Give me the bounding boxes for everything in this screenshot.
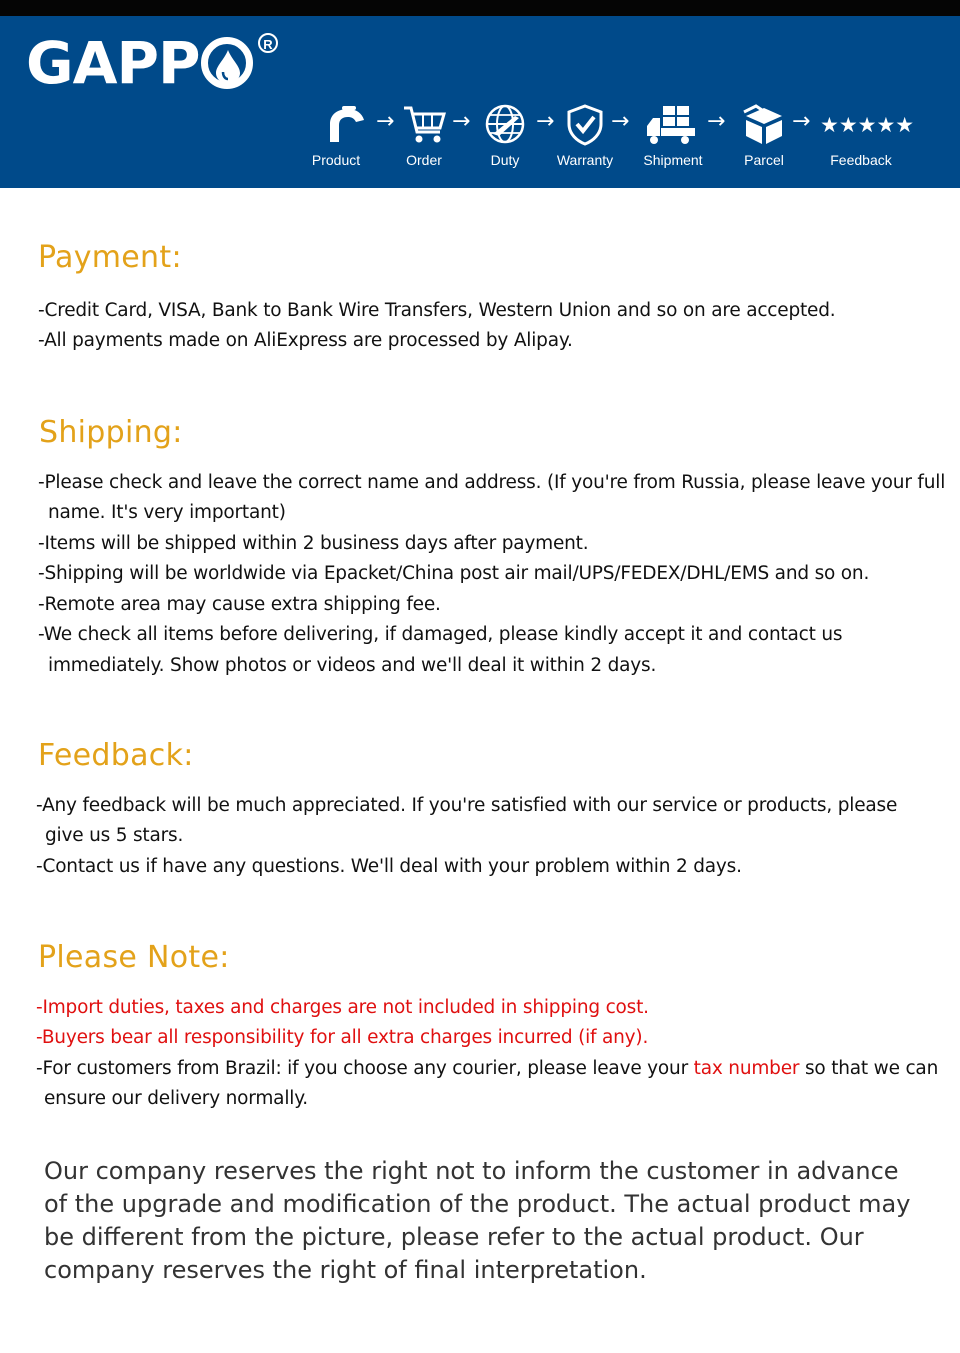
top-black-bar [0, 0, 960, 16]
arrow-icon: → [452, 109, 471, 134]
disclaimer-line: be different from the picture, please refer to the actual product. Our [44, 1223, 864, 1251]
note-brazil-continuation: ensure our delivery normally. [44, 1088, 308, 1109]
payment-line: -Credit Card, VISA, Bank to Bank Wire Transfers, Western Union and so on are accepted. [38, 300, 836, 321]
company-disclaimer [44, 1155, 924, 1287]
step-label-duty: Duty [490, 152, 520, 168]
truck-icon [645, 104, 697, 151]
five-stars-icon: ★★★★★ [820, 113, 915, 137]
arrow-icon: → [707, 109, 726, 134]
step-label-shipment: Shipment [643, 152, 703, 168]
payment-title: Payment: [38, 240, 182, 275]
disclaimer-line: company reserves the right of final interpretation. [44, 1256, 647, 1284]
feedback-line: -Any feedback will be much appreciated. If you're satisfied with our service or products, please [36, 795, 898, 816]
feedback-line: -Contact us if have any questions. We'll deal with your problem within 2 days. [36, 856, 742, 877]
arrow-icon: → [611, 109, 630, 134]
shipping-line: -Remote area may cause extra shipping fee. [38, 594, 441, 615]
step-label-parcel: Parcel [744, 152, 784, 168]
water-drop-icon [201, 37, 253, 89]
shipping-line: immediately. Show photos or videos and we'll deal it within 2 days. [48, 655, 657, 676]
step-label-feedback: Feedback [830, 152, 892, 168]
cart-icon [402, 104, 446, 151]
step-label-product: Product [311, 152, 361, 168]
payment-line: -All payments made on AliExpress are processed by Alipay. [38, 330, 573, 351]
shield-check-icon [565, 104, 605, 151]
package-icon [742, 104, 786, 151]
faucet-icon [326, 104, 370, 149]
shipping-line: -We check all items before delivering, if damaged, please kindly accept it and contact us [38, 624, 843, 645]
disclaimer-line: Our company reserves the right not to inform the customer in advance [44, 1157, 899, 1185]
step-label-warranty: Warranty [556, 152, 614, 168]
shipping-line: name. It's very important) [48, 502, 286, 523]
step-label-order: Order [406, 152, 442, 168]
arrow-icon: → [376, 109, 395, 134]
tax-number-highlight: tax number [693, 1058, 800, 1079]
note-warning-line: -Import duties, taxes and charges are not included in shipping cost. [36, 997, 649, 1018]
note-warning-line: -Buyers bear all responsibility for all extra charges incurred (if any). [36, 1027, 649, 1048]
note-brazil-suffix: so that we can [799, 1058, 939, 1079]
feedback-title: Feedback: [38, 738, 194, 773]
arrow-icon: → [536, 109, 555, 134]
shipping-line: -Please check and leave the correct name and address. (If you're from Russia, please leave your full [38, 472, 946, 493]
shipping-line: -Items will be shipped within 2 business days after payment. [38, 533, 589, 554]
registered-mark: R [258, 33, 278, 53]
shipping-title: Shipping: [39, 415, 183, 450]
arrow-icon: → [792, 109, 811, 134]
brand-text: GAPP [26, 29, 200, 97]
note-brazil-line [36, 1058, 938, 1079]
note-title: Please Note: [38, 940, 230, 975]
shipping-line: -Shipping will be worldwide via Epacket/China post air mail/UPS/FEDEX/DHL/EMS and so on. [38, 563, 870, 584]
disclaimer-line: of the upgrade and modification of the product. The actual product may [44, 1190, 911, 1218]
globe-icon [483, 104, 527, 149]
brand-logo [26, 29, 253, 97]
feedback-line: give us 5 stars. [45, 825, 184, 846]
note-brazil-prefix: -For customers from Brazil: if you choose any courier, please leave your [36, 1058, 694, 1079]
